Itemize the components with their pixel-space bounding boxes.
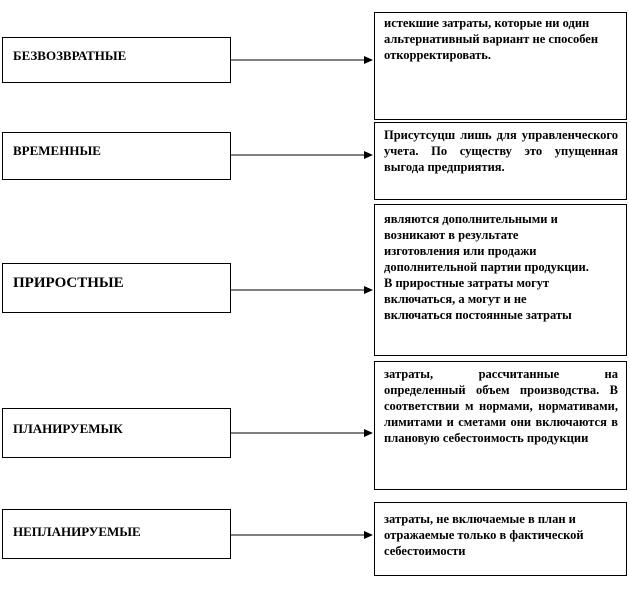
- description-box-vremennye: [374, 122, 627, 200]
- category-label: ВРЕМЕННЫЕ: [13, 143, 101, 158]
- description-box-prirostnye: [374, 204, 627, 356]
- category-description: являются дополнительными и возникают в результате изготовления или продажи дополнительной партии продукции. В приростные затраты могут включаться, а могут и не включаться постоянные затраты: [384, 212, 589, 322]
- category-label: ПЛАНИРУЕМЫК: [13, 421, 123, 436]
- category-box-neplaniruemye: [2, 509, 231, 559]
- category-label: ПРИРОСТНЫЕ: [13, 275, 124, 291]
- category-box-prirostnye: [2, 263, 231, 313]
- category-box-planiruemye: [2, 408, 231, 458]
- description-box-planiruemye: [374, 361, 627, 490]
- category-label: НЕПЛАНИРУЕМЫЕ: [13, 524, 141, 539]
- category-description: затраты, не включаемые в план и отражаемые только в фактической себестоимости: [384, 512, 584, 558]
- category-label: БЕЗВОЗВРАТНЫЕ: [13, 48, 127, 63]
- category-box-bezvozvratnye: [2, 37, 231, 83]
- category-box-vremennye: [2, 132, 231, 180]
- category-description: Присутсуцш лишь для управленческого учета. По существу это упущенная выгода предприятия.: [384, 128, 618, 174]
- category-description: истекшие затраты, которые ни один альтернативный вариант не способен откорректировать.: [384, 16, 599, 62]
- category-description: затраты, рассчитанные на определенный объем производства. В соответствии м нормами, нормативами, лимитами и сметами они включаются в плановую себестоимость продукции: [384, 367, 618, 445]
- description-box-neplaniruemye: [374, 502, 627, 576]
- description-box-bezvozvratnye: [374, 12, 627, 120]
